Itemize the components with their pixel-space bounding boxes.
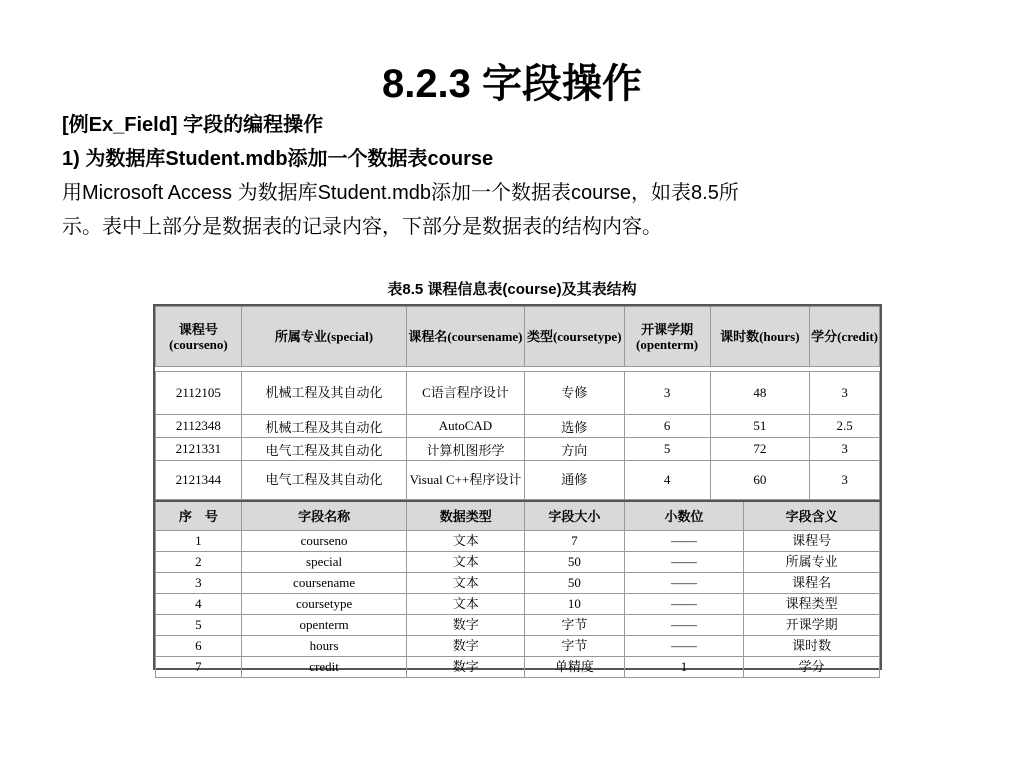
table-cell: 数字 [407,615,525,636]
table-cell: 2121344 [156,461,242,500]
table-row [156,615,880,636]
table-cell: 电气工程及其自动化 [241,461,406,500]
table-cell: 课程名 [744,573,880,594]
table-cell: 3 [810,461,880,500]
table-cell: 文本 [407,552,525,573]
table-cell: —— [624,615,744,636]
table-cell: 文本 [407,573,525,594]
table-cell: courseno [241,531,407,552]
table-cell: —— [624,531,744,552]
table-row [156,531,880,552]
table-cell: 10 [525,594,625,615]
table-cell: —— [624,594,744,615]
structure-header-cell: 数据类型 [407,501,525,531]
table-row [156,657,880,678]
structure-header-cell: 字段含义 [744,501,880,531]
table-cell: 字节 [525,636,625,657]
step-line: 1) 为数据库Student.mdb添加一个数据表course [62,148,494,170]
table-cell: 50 [525,552,625,573]
table-row [156,636,880,657]
table-cell: Visual C++程序设计 [407,461,525,500]
table-cell: 6 [156,636,242,657]
table-row [156,438,880,461]
table-cell: 60 [710,461,810,500]
record-header-row [156,307,880,367]
table-cell: 2.5 [810,415,880,438]
table-cell: 4 [624,461,710,500]
record-header-cell: 课时数(hours) [710,307,810,367]
table-cell: credit [241,657,407,678]
record-header-cell: 开课学期(openterm) [624,307,710,367]
table-cell: 7 [156,657,242,678]
table-cell: C语言程序设计 [407,372,525,415]
table-cell: 所属专业 [744,552,880,573]
table-cell: 50 [525,573,625,594]
table-cell: 2112105 [156,372,242,415]
description-line-2: 示。表中上部分是数据表的记录内容，下部分是数据表的结构内容。 [62,216,662,238]
table-cell: coursetype [241,594,407,615]
table-row [156,552,880,573]
record-header-cell: 课程名(coursename) [407,307,525,367]
table-cell: 选修 [524,415,624,438]
table-cell: 2112348 [156,415,242,438]
table-cell: 课程类型 [744,594,880,615]
body-text [62,108,962,244]
table-cell: 48 [710,372,810,415]
table-cell: 文本 [407,531,525,552]
table-cell: 51 [710,415,810,438]
table-row [156,461,880,500]
table-cell: 数字 [407,657,525,678]
table-cell: 3 [624,372,710,415]
table-row [156,594,880,615]
table-cell: 电气工程及其自动化 [241,438,406,461]
table-cell: 72 [710,438,810,461]
record-header-cell: 课程号(courseno) [156,307,242,367]
table-cell: 4 [156,594,242,615]
table-cell: 学分 [744,657,880,678]
structure-header-row [156,501,880,531]
page-title: 8.2.3 字段操作 [381,62,643,106]
table-cell: 2 [156,552,242,573]
table-cell: AutoCAD [407,415,525,438]
table-cell: 3 [810,438,880,461]
table-cell: 3 [156,573,242,594]
table-cell: openterm [241,615,407,636]
table-cell: 计算机图形学 [407,438,525,461]
example-line: [例Ex_Field] 字段的编程操作 [62,114,324,136]
table-cell: 数字 [407,636,525,657]
structure-header-cell: 字段名称 [241,501,407,531]
table-row [156,573,880,594]
table-cell: 字节 [525,615,625,636]
record-header-cell: 学分(credit) [810,307,880,367]
table-cell: 7 [525,531,625,552]
table-cell: 1 [624,657,744,678]
table-cell: 课时数 [744,636,880,657]
structure-header-cell: 字段大小 [525,501,625,531]
table-cell: —— [624,552,744,573]
table-cell: hours [241,636,407,657]
structure-header-cell: 小数位 [624,501,744,531]
table-cell: 3 [810,372,880,415]
table-row [156,372,880,415]
table-row [156,415,880,438]
table-cell: 机械工程及其自动化 [241,415,406,438]
table-cell: 专修 [524,372,624,415]
table-cell: coursename [241,573,407,594]
table-cell: 文本 [407,594,525,615]
record-header-cell: 所属专业(special) [241,307,406,367]
table-cell: —— [624,636,744,657]
table-cell: 单精度 [525,657,625,678]
description-line-1: 用Microsoft Access 为数据库Student.mdb添加一个数据表course，如表8.5所 [62,182,739,204]
structure-header-cell: 序 号 [156,501,242,531]
table-cell: 通修 [524,461,624,500]
table-cell: —— [624,573,744,594]
record-header-cell: 类型(coursetype) [524,307,624,367]
table-cell: 机械工程及其自动化 [241,372,406,415]
table-cell: special [241,552,407,573]
table-cell: 2121331 [156,438,242,461]
table-cell: 5 [624,438,710,461]
table-cell: 方向 [524,438,624,461]
table-caption: 表8.5 课程信息表(course)及其表结构 [387,281,637,298]
table-cell: 6 [624,415,710,438]
table-cell: 1 [156,531,242,552]
table-cell: 开课学期 [744,615,880,636]
table-cell: 课程号 [744,531,880,552]
table-cell: 5 [156,615,242,636]
course-table [153,304,882,674]
